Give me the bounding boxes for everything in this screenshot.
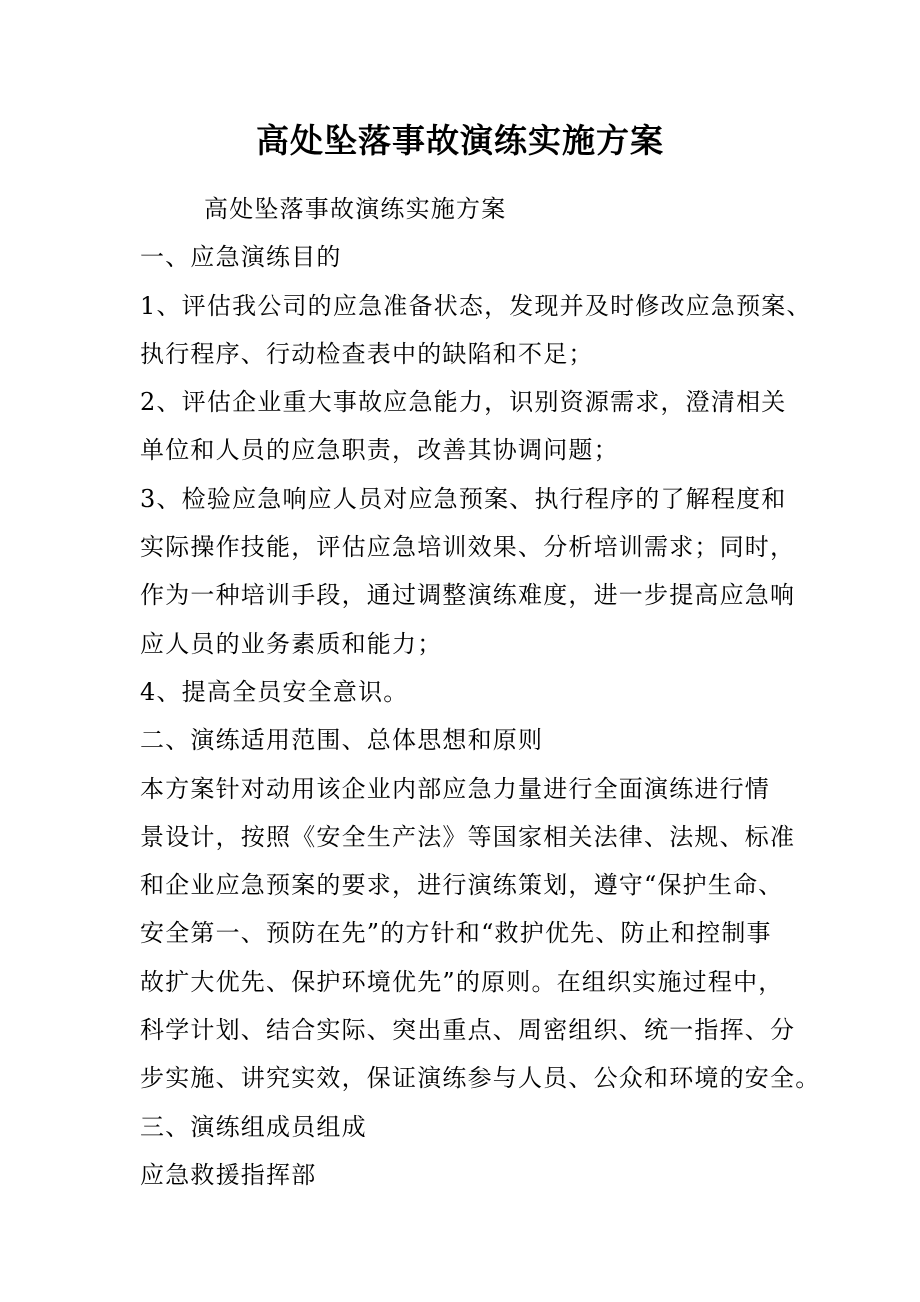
body-subtitle: 高处坠落事故演练实施方案 [204, 195, 507, 223]
body-line: 3、检验应急响应人员对应急预案、执行程序的了解程度和 [140, 484, 787, 513]
document-body [140, 185, 821, 1199]
section-heading-1: 一、应急演练目的 [140, 243, 342, 272]
body-line: 步实施、讲究实效，保证演练参与人员、公众和环境的安全。 [140, 1064, 821, 1093]
body-line: 实际操作技能，评估应急培训效果、分析培训需求；同时， [140, 533, 796, 562]
body-line: 单位和人员的应急职责，改善其协调问题； [140, 436, 619, 465]
body-line: 1、评估我公司的应急准备状态，发现并及时修改应急预案、 [140, 291, 812, 320]
body-line: 作为一种培训手段，通过调整演练难度，进一步提高应急响 [140, 581, 796, 610]
body-line: 4、提高全员安全意识。 [140, 677, 409, 706]
body-line: 本方案针对动用该企业内部应急力量进行全面演练进行情 [140, 774, 770, 803]
body-line: 应急救援指挥部 [140, 1160, 317, 1189]
body-line: 和企业应急预案的要求，进行演练策划，遵守“保护生命、 [140, 871, 784, 900]
section-heading-3: 三、演练组成员组成 [140, 1112, 367, 1141]
body-line: 安全第一、预防在先”的方针和“救护优先、防止和控制事 [140, 919, 772, 948]
body-line: 故扩大优先、保护环境优先”的原则。在组织实施过程中， [140, 967, 784, 996]
body-line: 应人员的业务素质和能力； [140, 629, 443, 658]
body-line: 2、评估企业重大事故应急能力，识别资源需求，澄清相关 [140, 388, 787, 417]
body-line: 执行程序、行动检查表中的缺陷和不足； [140, 339, 594, 368]
document-title: 高处坠落事故演练实施方案 [256, 121, 664, 160]
section-heading-2: 二、演练适用范围、总体思想和原则 [140, 726, 544, 755]
body-line: 科学计划、结合实际、突出重点、周密组织、统一指挥、分 [140, 1016, 796, 1045]
body-line: 景设计，按照《安全生产法》等国家相关法律、法规、标准 [140, 822, 796, 851]
